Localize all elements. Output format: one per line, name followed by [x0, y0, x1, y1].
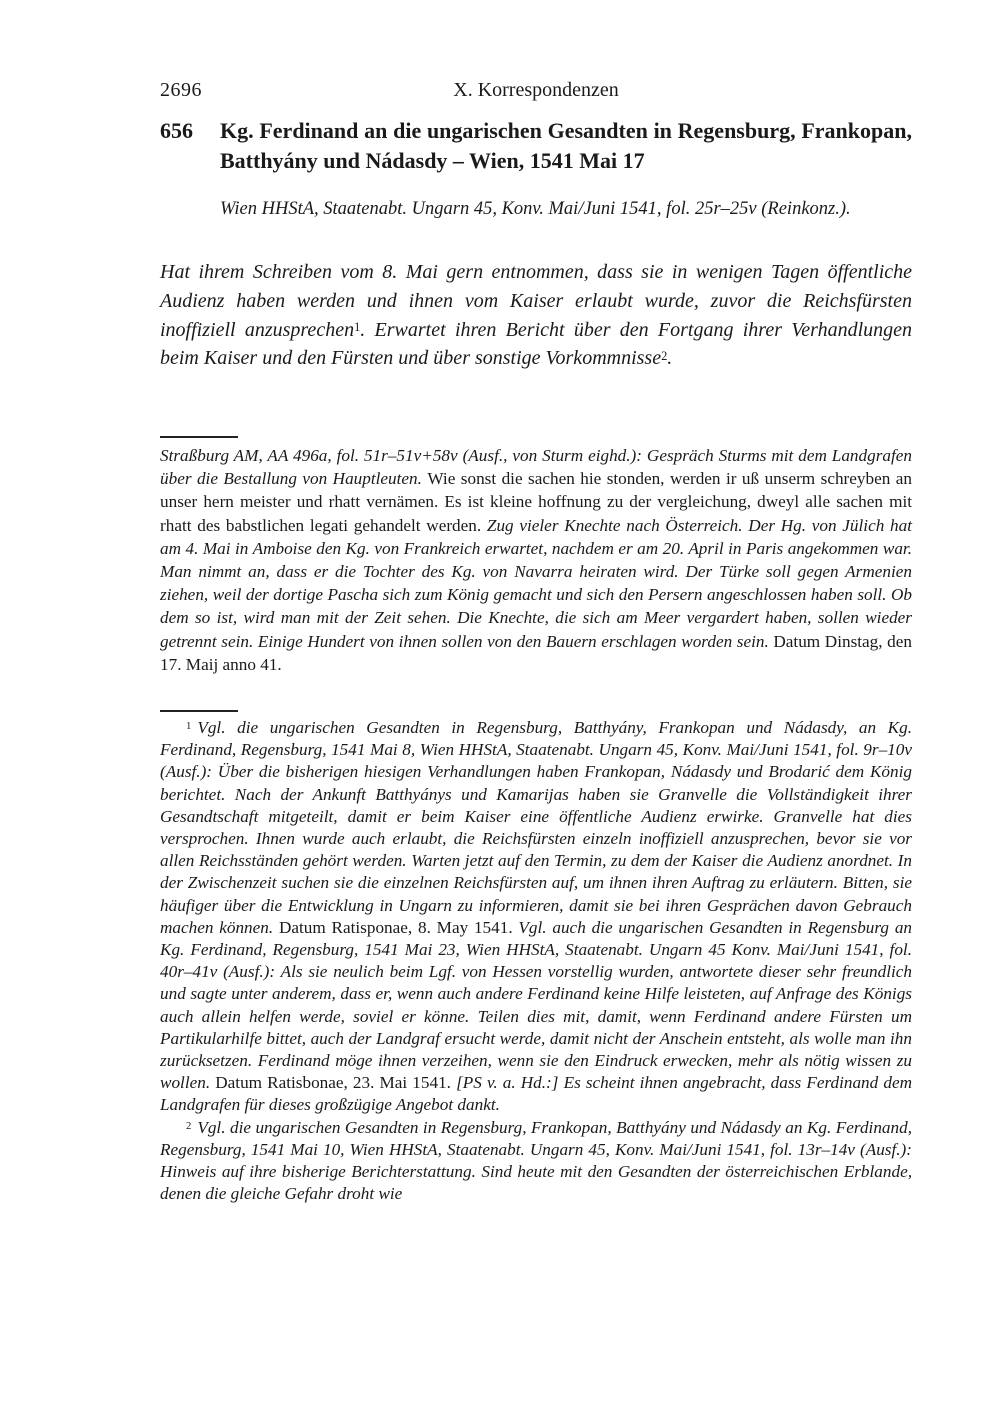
page-header	[160, 78, 912, 102]
footnote-1-text: Vgl. die ungarischen Gesandten in Regensburg, Batthyány, Frankopan und Nádasdy, an Kg. Ferdinand, Regensburg, 1541 Mai 8, Wien HHStA, Staatenabt. Ungarn 45, Konv. Mai/Juni 1541, fol. 9r–10v (Ausf.): Über die bisherigen hiesigen Verhandlungen haben Frankopan, Nádasdy und Brodarić dem König berichtet. Nach der Ankunft Batthyánys und Kamarijas haben sie Granvelle die Vollständigkeit ihrer Gesandtschaft mitgeteilt, damit er beim Kaiser eine öffentliche Audienz erwirke. Granvelle hat dies versprochen. Ihnen wurde auch erlaubt, die Reichsfürsten einzeln inoffiziell anzusprechen, bevor sie vor allen Reichsständen gehört werden. Warten jetzt auf den Termin, zu dem der Kaiser die Audienz anordnet. In der Zwischenzeit suchen sie die einzelnen Reichsfürsten auf, um ihnen ihren Auftrag zu erläutern. Bitten, sie häufiger über die Entwicklung in Ungarn zu informieren, damit sie bei ihren Gesprächen davon Gebrauch machen können. Datum Ratisponae, 8. May 1541. Vgl. auch die ungarischen Gesandten in Regensburg an Kg. Ferdinand, Regensburg, 1541 Mai 23, Wien HHStA, Staatenabt. Ungarn 45 Konv. Mai/Juni 1541, fol. 40r–41v (Ausf.): Als sie neulich beim Lgf. von Hessen vorstellig wurden, antwortete dieser sehr freundlich und sagte unter anderem, dass er, wenn auch andere Ferdinand keine Hilfe leisteten, auf Anfrage des Königs auch allein helfen werde, soviel er könne. Teilen dies mit, damit, wenn Ferdinand andere Fürsten um Partikularhilfe bittet, auch der Landgraf ersucht werde, damit nicht der Anschein entsteht, als wolle man ihn zurücksetzen. Ferdinand möge ihnen verzeihen, wenn sie den Eindruck erwecken, mehr als nötig wissen zu wollen. Datum Ratisbonae, 23. Mai 1541. [PS v. a. Hd.:] Es scheint ihnen angebracht, dass Ferdinand dem Landgrafen für dieses großzügige Angebot dankt.	[160, 718, 913, 1115]
entry-number: 656	[160, 118, 193, 143]
apparatus-divider-rule	[160, 436, 238, 438]
footnote-2-number: 2	[186, 1120, 192, 1132]
apparatus-paragraph: Straßburg AM, AA 496a, fol. 51r–51v+58v (Ausf., von Sturm eighd.): Gespräch Sturms mit dem Landgrafen über die Bestallung von Hauptleuten. Wie sonst die sachen hie stonden, werden ir uß unserm schreyben an unser hern meister und rhatt vernämen. Es ist kleine hoffnung zu der vergleichung, dweyl alle sachen mit rhatt des babstlichen legati gehandelt werden. Zug vieler Knechte nach Österreich. Der Hg. von Jülich hat am 4. Mai in Amboise den Kg. von Frankreich erwartet, nachdem er am 20. April in Paris angekommen war. Man nimmt an, dass er die Tochter des Kg. von Navarra heiraten wird. Der Türke soll gegen Armenien ziehen, weil der dortige Pascha sich zum König gemacht und sich den Persern angeschlossen haben soll. Ob dem so ist, wird man mit der Zeit sehen. Die Knechte, die sich am Meer vergardert haben, sollen wieder getrennt sein. Einige Hundert von ihnen sollen von den Bauern erschlagen worden sein. Datum Dinstag, den 17. Maij anno 41.	[160, 446, 912, 674]
footnote-2-text: Vgl. die ungarischen Gesandten in Regensburg, Frankopan, Batthyány und Nádasdy an Kg. Ferdinand, Regensburg, 1541 Mai 10, Wien HHStA, Staatenabt. Ungarn 45, Konv. Mai/Juni 1541, fol. 13r–14v (Ausf.): Hinweis auf ihre bisherige Berichterstattung. Sind heute mit den Gesandten der österreichischen Erblande, denen die gleiche Gefahr droht wie	[160, 1117, 912, 1204]
footnote-divider-rule	[160, 710, 238, 712]
page-number: 2696	[160, 79, 202, 101]
footnotes-block	[160, 717, 912, 1205]
running-title: X. Korrespondenzen	[453, 79, 619, 101]
footnote-2	[160, 1117, 912, 1206]
source-reference: Wien HHStA, Staatenabt. Ungarn 45, Konv. Mai/Juni 1541, fol. 25r–25v (Reinkonz.).	[220, 199, 851, 219]
footnote-1-number: 1	[186, 720, 192, 732]
summary-paragraph: Hat ihrem Schreiben vom 8. Mai gern entnommen, dass sie in wenigen Tagen öffentliche Audienz haben werden und ihnen vom Kaiser erlaubt wurde, zuvor die Reichsfürsten inoffiziell anzusprechen$^1$. Erwartet ihren Bericht über den Fortgang ihrer Verhandlungen beim Kaiser und den Fürsten und über sonstige Vorkommnisse$^2$.	[160, 261, 913, 370]
entry-title-block	[160, 116, 912, 176]
entry-heading: Kg. Ferdinand an die ungarischen Gesandten in Regensburg, Frankopan, Batthyány und Nádasdy – Wien, 1541 Mai 17	[220, 118, 912, 173]
footnote-1	[160, 717, 912, 1117]
